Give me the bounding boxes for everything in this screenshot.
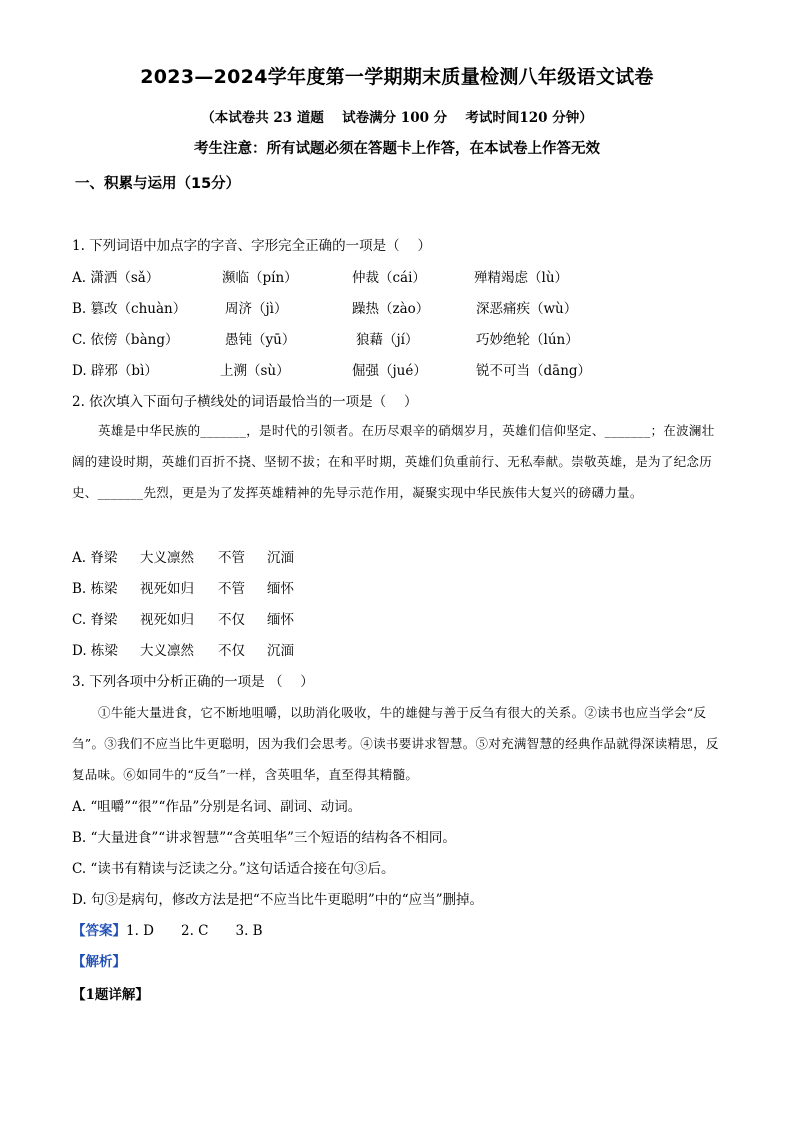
option-cell: B. 栋梁 — [72, 581, 118, 597]
section-heading: 一、积累与运用（15分） — [75, 176, 241, 192]
detail-tag: 【1题详解】 — [72, 987, 149, 1003]
question-3-passage: ①牛能大量进食，它不断地咀嚼，以助消化吸收，牛的雄健与善于反刍有很大的关系。②读书也应当学会“反刍”。③我们不应当比牛更聪明，因为我们会思考。④读书要讲求智慧。⑤对充满智慧的经典作品就得深读精思，反复品味。⑥如同牛的“反刍”一样，含英咀华，直至得其精髓。 — [72, 705, 719, 782]
question-3-option-d: D. 句③是病句，修改方法是把“不应当比牛更聪明”中的“应当”删掉。 — [72, 892, 484, 908]
option-cell: 狼藉（jí） — [356, 332, 419, 348]
question-3-option-c: C. “读书有精读与泛读之分。”这句话适合接在句③后。 — [72, 861, 395, 877]
option-cell: 上溯（sù） — [220, 363, 290, 379]
analysis-tag: 【解析】 — [72, 954, 126, 970]
question-3-stem: 3. 下列各项中分析正确的一项是 （ ） — [72, 674, 314, 690]
option-cell: 不管 — [218, 581, 245, 597]
option-cell: 视死如归 — [140, 581, 194, 597]
option-cell: 不管 — [218, 550, 245, 566]
option-cell: 大义凛然 — [140, 643, 194, 659]
question-1-option-b — [72, 297, 732, 317]
option-cell: 视死如归 — [140, 612, 194, 628]
option-cell: 周济（jì） — [225, 301, 288, 317]
option-cell: 沉湎 — [267, 643, 294, 659]
option-cell: D. 栋梁 — [72, 643, 118, 659]
option-cell: A. 潇洒（sǎ） — [72, 270, 160, 286]
question-3-option-a: A. “咀嚼”“很”“作品”分别是名词、副词、动词。 — [72, 799, 362, 815]
option-cell: D. 辟邪（bì） — [72, 363, 158, 379]
question-2-passage: 英雄是中华民族的_______，是时代的引领者。在历尽艰辛的硝烟岁月，英雄们信仰坚定、_______；在波澜壮阔的建设时期，英雄们百折不挠、坚韧不拔；在和平时期，英雄们负重前行、无私奉献。崇敬英雄，是为了纪念历史、_______先烈，更是为了发挥英雄精神的先导示范作用，凝聚实现中华民族伟大复兴的磅礴力量。 — [72, 423, 715, 500]
question-2-stem: 2. 依次填入下面句子横线处的词语最恰当的一项是（ ） — [72, 394, 418, 410]
option-cell: A. 脊梁 — [72, 550, 118, 566]
option-cell: 大义凛然 — [140, 550, 194, 566]
option-cell: 巧妙绝轮（lún） — [476, 332, 579, 348]
exam-title: 2023—2024学年度第一学期期末质量检测八年级语文试卷 — [140, 66, 654, 88]
option-cell: 倔强（jué） — [352, 363, 427, 379]
question-1-stem: 1. 下列词语中加点字的字音、字形完全正确的一项是（ ） — [72, 238, 431, 254]
option-cell: 不仅 — [218, 643, 245, 659]
detail-line — [72, 983, 149, 1003]
option-cell: 缅怀 — [267, 612, 294, 628]
exam-info: （本试卷共 23 道题 试卷满分 100 分 考试时间120 分钟） — [201, 110, 593, 126]
question-2-option-a — [72, 546, 732, 566]
option-cell: C. 依傍（bàng） — [72, 332, 179, 348]
option-cell: 不仅 — [218, 612, 245, 628]
question-1-option-d — [72, 359, 732, 379]
option-cell: 濒临（pín） — [222, 270, 298, 286]
exam-notice: 考生注意：所有试题必须在答题卡上作答，在本试卷上作答无效 — [194, 141, 600, 157]
option-cell: 仲裁（cái） — [352, 270, 426, 286]
question-3-option-b: B. “大量进食”“讲求智慧”“含英咀华”三个短语的结构各不相同。 — [72, 830, 456, 846]
answer-tag: 【答案】 — [72, 923, 126, 939]
option-cell: 殚精竭虑（lù） — [474, 270, 569, 286]
answer-line — [72, 919, 263, 939]
option-cell: B. 篡改（chuàn） — [72, 301, 187, 317]
question-1-option-c — [72, 328, 732, 348]
option-cell: 愚钝（yū） — [225, 332, 296, 348]
question-2-option-c — [72, 608, 732, 628]
option-cell: 缅怀 — [267, 581, 294, 597]
question-1-option-a — [72, 266, 732, 286]
answer-text: 1. D 2. C 3. B — [126, 923, 263, 939]
option-cell: 沉湎 — [267, 550, 294, 566]
option-cell: 躁热（zào） — [352, 301, 430, 317]
option-cell: 深恶痛疾（wù） — [476, 301, 578, 317]
option-cell: 锐不可当（dāng） — [476, 363, 592, 379]
analysis-line — [72, 950, 126, 970]
question-2-option-d — [72, 639, 732, 659]
question-2-option-b — [72, 577, 732, 597]
option-cell: C. 脊梁 — [72, 612, 118, 628]
